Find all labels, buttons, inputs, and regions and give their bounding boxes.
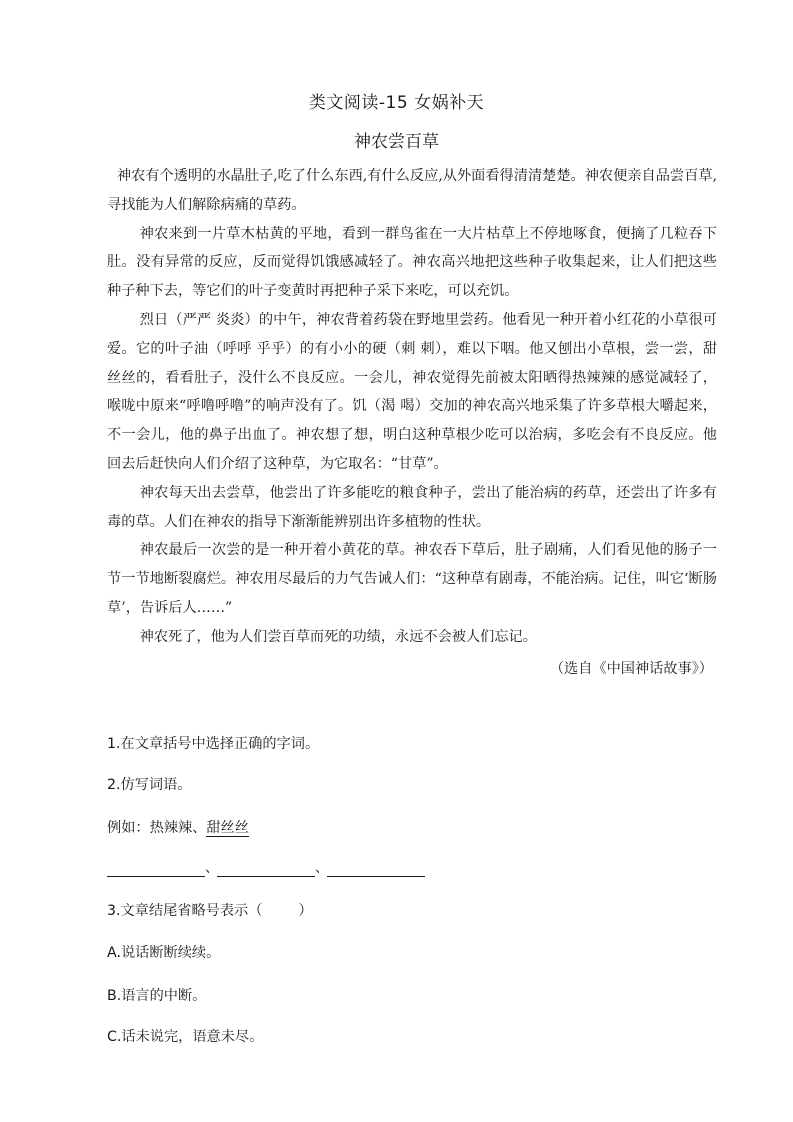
story-paragraph: 神农有个透明的水晶肚子,吃了什么东西,有什么反应,从外面看得清清楚楚。神农便亲自品尝百草,寻找能为人们解除病痛的草药。 (107, 168, 717, 213)
option-b: B.语言的中断。 (107, 988, 207, 1004)
question-3-close: ） (298, 903, 313, 919)
story-source: （选自《中国神话故事》） (549, 660, 713, 677)
story-paragraph: 神农每天出去尝草，他尝出了许多能吃的粮食种子，尝出了能治病的药草，还尝出了许多有毒的草。人们在神农的指导下渐渐能辨别出许多植物的性状。 (107, 484, 717, 530)
page-title: 类文阅读-15 女娲补天 (308, 93, 485, 113)
story-body (107, 162, 717, 683)
question-3-text: 3.文章结尾省略号表示（ (107, 903, 263, 919)
question-2-example (107, 817, 249, 837)
question-3 (107, 900, 313, 920)
answer-blanks (107, 857, 425, 877)
blank-separator: 、 (205, 860, 219, 876)
question-1: 1.在文章括号中选择正确的字词。 (107, 736, 320, 752)
story-paragraph: 神农死了，他为人们尝百草而死的功绩，永远不会被人们忘记。 (139, 628, 537, 645)
option-a: A.说话断断续续。 (107, 945, 221, 961)
option-c: C.话未说完，语意未尽。 (107, 1029, 264, 1045)
story-paragraph: 烈日（严严 炎炎）的中午，神农背着药袋在野地里尝药。他看见一种开着小红花的小草很可爱。它的叶子油（呼呼 乎乎）的有小小的硬（刺 刺），难以下咽。他又刨出小草根，尝一尝，甜丝丝的，看看肚子，没什么不良反应。一会儿，神农觉得先前被太阳晒得热辣辣的感觉减轻了，喉咙中原来“呼噜呼噜”的响声没有了。饥（渴 喝）交加的神农高兴地采集了许多草根大嚼起来，不一会儿，他的鼻子出血了。神农想了想，明白这种草根少吃可以治病，多吃会有不良反应。他回去后赶快向人们介绍了这种草，为它取名：“甘草”。 (107, 311, 717, 472)
blank-separator: 、 (315, 860, 329, 876)
question-2: 2.仿写词语。 (107, 777, 192, 793)
story-paragraph: 神农最后一次尝的是一种开着小黄花的草。神农吞下草后，肚子剧痛，人们看见他的肠子一节一节地断裂腐烂。神农用尽最后的力气告诫人们：“这种草有剧毒，不能治病。记住，叫它‘断肠草’，告诉后人……” (107, 542, 717, 616)
answer-blank-3[interactable] (327, 858, 425, 877)
answer-blank-1[interactable] (107, 858, 205, 877)
story-title: 神农尝百草 (354, 132, 439, 152)
example-prefix: 例如：热辣辣、 (107, 820, 207, 836)
example-underlined-word: 甜丝丝 (206, 820, 249, 836)
answer-blank-2[interactable] (217, 858, 315, 877)
story-paragraph: 神农来到一片草木枯黄的平地，看到一群鸟雀在一大片枯草上不停地啄食，便摘了几粒吞下肚。没有异常的反应，反而觉得饥饿感减轻了。神农高兴地把这些种子收集起来，让人们把这些种子种下去，等它们的叶子变黄时再把种子采下来吃，可以充饥。 (107, 225, 717, 300)
